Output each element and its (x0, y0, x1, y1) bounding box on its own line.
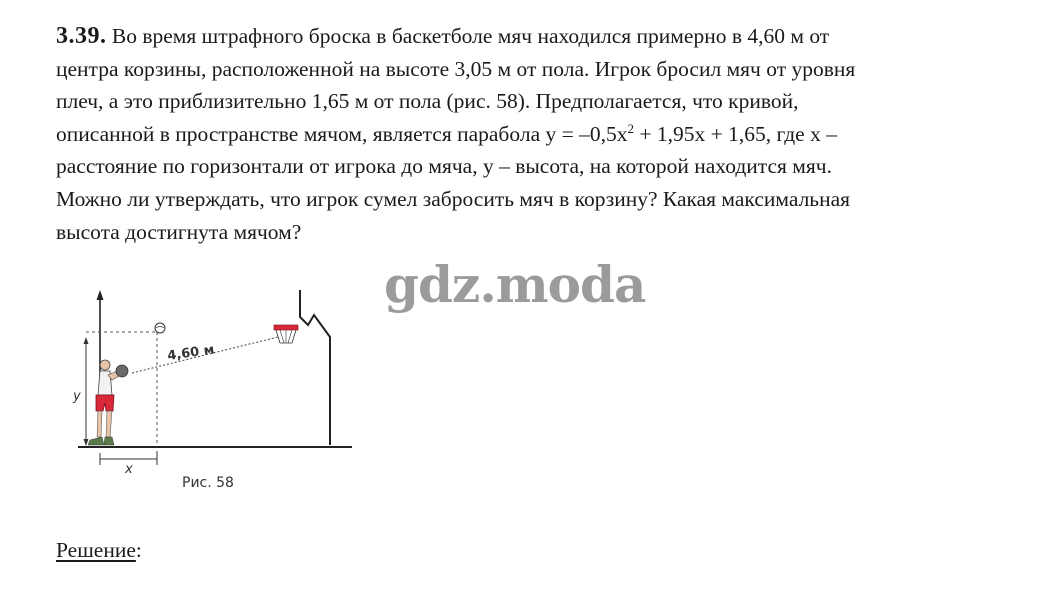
y-dim-arrow-bottom (84, 439, 89, 446)
watermark: gdz.moda (384, 255, 646, 314)
problem-line-5: расстояние по горизонтали от игрока до мяча, y – высота, на которой находится мяч. (56, 154, 832, 179)
problem-line-1 (56, 20, 1031, 53)
basket-icon (274, 325, 298, 343)
problem-line-4 (56, 118, 1031, 151)
distance-label: 4,60 м (166, 342, 216, 364)
problem-number: 3.39. (56, 23, 107, 49)
solution-label: Решение (56, 538, 136, 562)
x-label: x (125, 462, 133, 477)
ball-seam (156, 327, 164, 329)
y-axis-arrowhead (97, 290, 104, 300)
player-icon (88, 360, 128, 445)
problem-text-line-1: Во время штрафного броска в баскетболе мяч находился примерно в 4,60 м от (111, 24, 830, 48)
problem-line-7: высота достигнута мячом? (56, 219, 302, 244)
figure-caption: Рис. 58 (182, 475, 234, 491)
problem-line-3: плеч, а это приблизительно 1,65 м от пола (рис. 58). Предполагается, что кривой, (56, 89, 799, 114)
exponent: 2 (627, 120, 634, 136)
solution-heading (56, 538, 142, 563)
problem-line-2: центра корзины, расположенной на высоте 3,05 м от пола. Игрок бросил мяч от уровня (56, 56, 856, 81)
figure-58 (60, 285, 370, 500)
parabola-text-b: + 1,95x + 1,65, где x – (633, 121, 837, 146)
problem-line-6: Можно ли утверждать, что игрок сумел забросить мяч в корзину? Какая максимальная (56, 186, 851, 211)
problem-text (56, 20, 1031, 248)
hoop-support (300, 290, 330, 445)
y-dim-arrow-top (84, 337, 89, 344)
y-label: y (73, 389, 81, 404)
solution-colon: : (135, 538, 142, 562)
parabola-text-a: описанной в пространстве мячом, является парабола y = –0,5x (56, 121, 628, 146)
